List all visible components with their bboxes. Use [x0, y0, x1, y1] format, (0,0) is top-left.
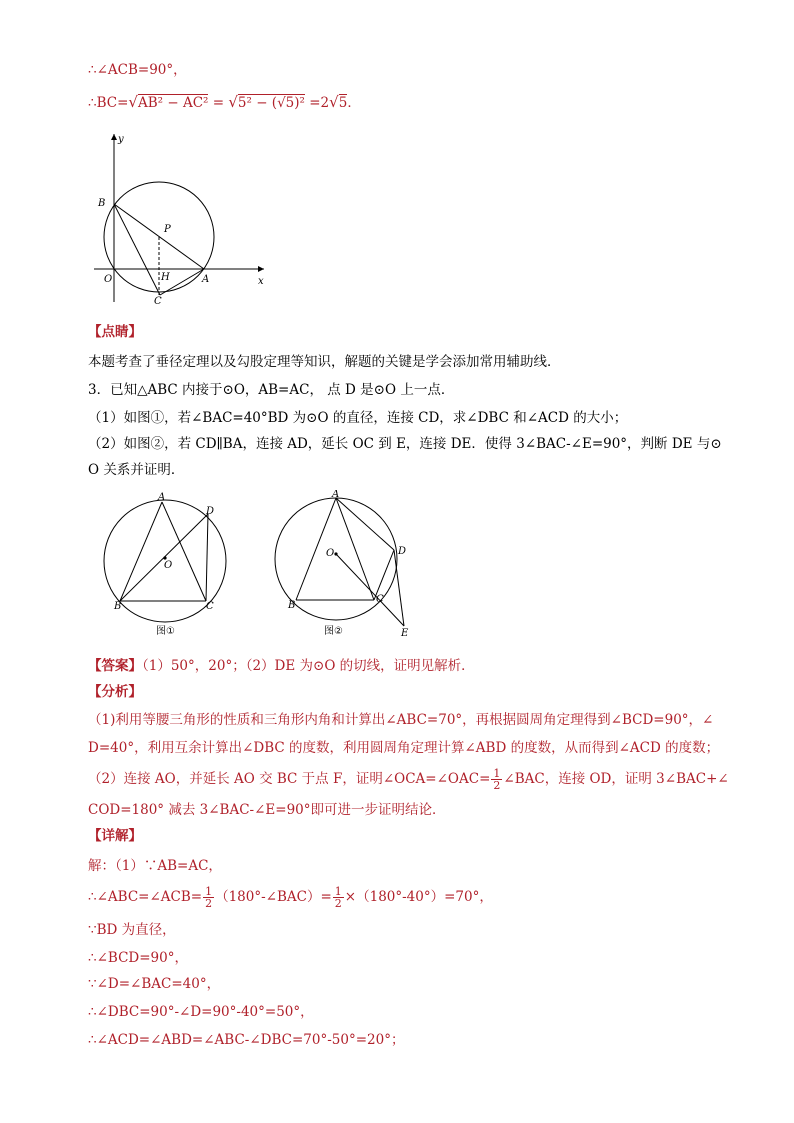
figure-1 [98, 492, 238, 642]
fig2-label-o: O [326, 548, 335, 559]
analysis-line3-a: （2）连接 AO，并延长 AO 交 BC 于点 F，证明∠OCA=∠OAC= [88, 771, 491, 787]
figure-1-ab [120, 502, 162, 601]
analysis-fraction-den: 2 [493, 779, 501, 792]
label-p: P [164, 224, 171, 235]
formula-bc-rad2: 5² − (√5)² [237, 95, 305, 111]
figure-1-caption: 图① [156, 626, 175, 637]
answer-text: （1）50°，20°；（2）DE 为⊙O 的切线，证明见解析． [142, 658, 475, 674]
figure-2-de [394, 550, 404, 626]
fig1-label-c: C [206, 601, 214, 612]
detail-fraction-2-num: 1 [334, 885, 342, 898]
label-y: y [118, 134, 124, 145]
fig1-label-b: B [114, 601, 122, 612]
fig1-label-a: A [158, 492, 166, 503]
detail-fraction-1-num: 1 [205, 885, 213, 898]
fig1-label-d: D [206, 506, 215, 517]
fig2-label-c: C [376, 594, 384, 605]
figure-2-cd [374, 550, 394, 600]
fig1-label-o: O [164, 560, 173, 571]
analysis-line4: COD=180° 减去 3∠BAC-∠E=90°即可进一步证明结论． [88, 802, 446, 818]
answer-heading: 【答案】 [88, 658, 142, 674]
formula-bc-rad1: AB² − AC² [137, 95, 209, 111]
formula-acb: ∴∠ACB=90°， [88, 62, 187, 78]
detail-line2-a: ∴∠ABC=∠ACB= [88, 889, 203, 905]
analysis-line2: D=40°，利用互余计算出∠DBC 的度数，利用圆周角定理计算∠ABD 的度数，从而得到∠ACD 的度数； [88, 740, 720, 756]
formula-bc-result: =2 [304, 95, 330, 111]
detail-line6: ∴∠DBC=90°-∠D=90°-40°=50°， [88, 1004, 314, 1020]
problem3-stem: 3．已知△ABC 内接于⊙O，AB=AC， 点 D 是⊙O 上一点． [88, 382, 455, 398]
detail-line5: ∵∠D=∠BAC=40°， [88, 976, 221, 992]
dianjing-heading: 【点睛】 [88, 324, 142, 340]
figure-2-caption: 图② [324, 626, 343, 637]
answer-line [88, 656, 475, 676]
formula-bc: ∴BC=√AB² − AC² = √5² − (√5)² =2√5． [88, 93, 361, 111]
formula-bc-rad3: 5 [338, 95, 348, 111]
detail-fraction-2-den: 2 [334, 897, 342, 910]
figure-1-ac [162, 502, 206, 601]
detail-line2 [88, 886, 493, 909]
fig2-label-a: A [332, 490, 340, 500]
analysis-line1: （1)利用等腰三角形的性质和三角形内角和计算出∠ABC=70°，再根据圆周角定理得到∠BCD=90°，∠ [88, 712, 714, 728]
label-b: B [98, 198, 106, 209]
detail-heading: 【详解】 [88, 828, 142, 844]
analysis-line3 [88, 768, 729, 791]
detail-fraction-2 [333, 886, 344, 909]
problem3-q2-line2: O 关系并证明． [88, 462, 185, 478]
fig2-label-b: B [288, 600, 296, 611]
dianjing-text: 本题考查了垂径定理以及勾股定理等知识，解题的关键是学会添加常用辅助线． [88, 354, 561, 370]
formula-bc-lhs: ∴BC= [88, 95, 129, 111]
label-h: H [161, 272, 170, 283]
fig2-label-d: D [398, 546, 407, 557]
detail-line1: 解：（1）∵AB=AC， [88, 858, 222, 874]
detail-fraction-1 [203, 886, 214, 909]
figure-2-center [334, 552, 337, 555]
formula-bc-end: ． [347, 95, 361, 111]
detail-line3: ∵BD 为直径， [88, 922, 176, 938]
figure-coordinate-circle [88, 128, 278, 308]
detail-line4: ∴∠BCD=90°， [88, 950, 188, 966]
analysis-heading: 【分析】 [88, 684, 142, 700]
figure-2 [270, 490, 430, 640]
formula-bc-eq: = [208, 95, 229, 111]
label-x: x [258, 276, 264, 287]
figure-2-oe [336, 554, 404, 626]
analysis-fraction-num: 1 [493, 767, 501, 780]
fig2-label-e: E [401, 628, 409, 639]
analysis-line3-b: ∠BAC，连接 OD，证明 3∠BAC+∠ [503, 771, 729, 787]
label-c: C [154, 296, 162, 307]
figure-1-cd [206, 514, 208, 601]
problem3-q1: （1）如图①，若∠BAC=40°BD 为⊙O 的直径，连接 CD，求∠DBC 和∠ACD 的大小； [88, 410, 628, 426]
label-a: A [202, 274, 210, 285]
problem3-q2-line1: （2）如图②，若 CD∥BA，连接 AD，延长 OC 到 E，连接 DE．使得 3∠BAC-∠E=90°，判断 DE 与⊙ [88, 436, 722, 452]
label-o: O [104, 274, 113, 285]
segment-bc [114, 204, 160, 295]
figure-2-ac [336, 498, 374, 600]
analysis-fraction [491, 768, 502, 791]
detail-fraction-1-den: 2 [205, 897, 213, 910]
detail-line2-c: ×（180°-40°）=70°， [344, 889, 493, 905]
detail-line2-b: （180°-∠BAC）= [215, 889, 332, 905]
detail-line7: ∴∠ACD=∠ABD=∠ABC-∠DBC=70°-50°=20°； [88, 1032, 405, 1048]
